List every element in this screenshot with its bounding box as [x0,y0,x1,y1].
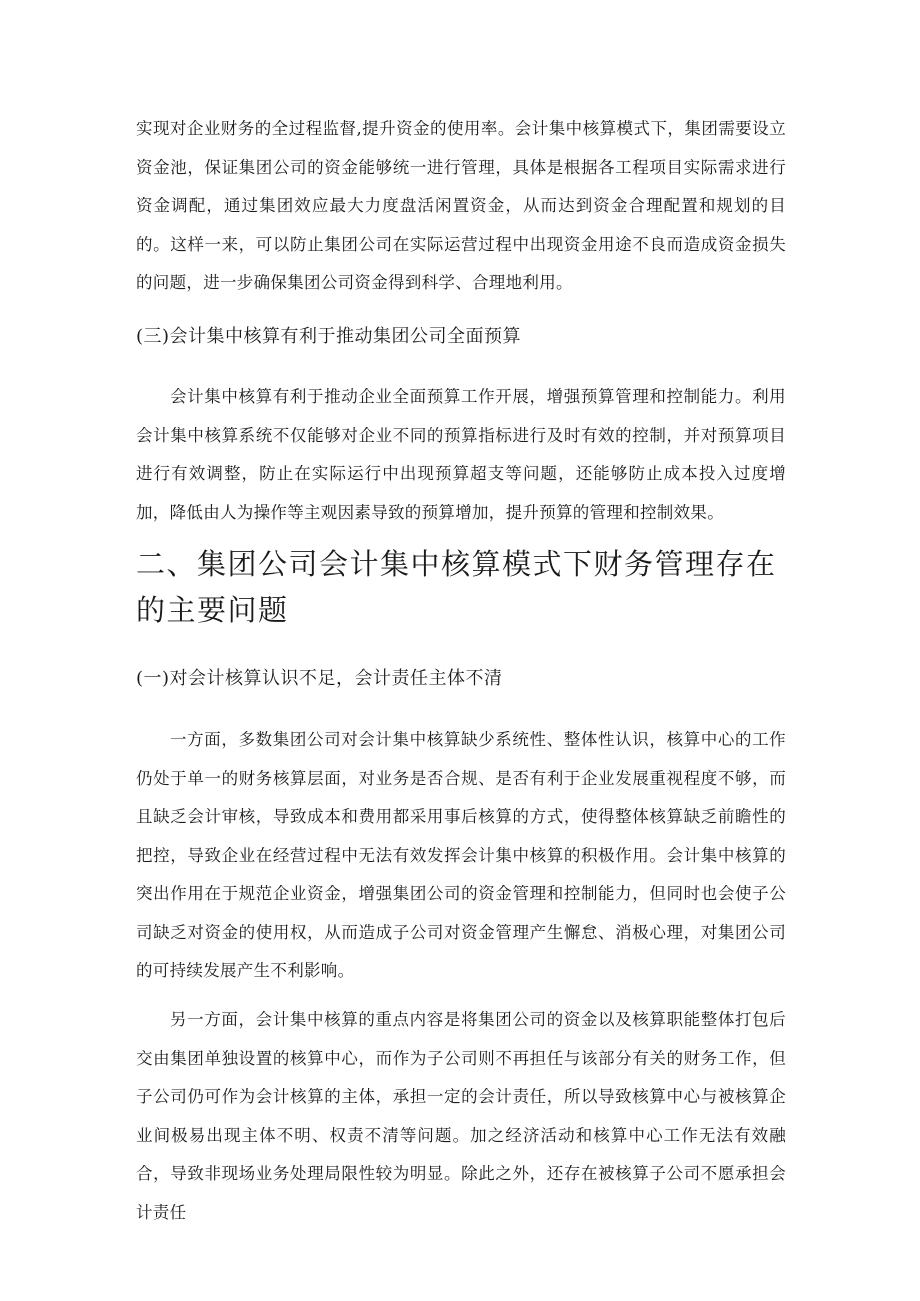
section-heading-3-1: (一)对会计核算认识不足，会计责任主体不清 [136,668,503,689]
chapter-heading-2: 二、集团公司会计集中核算模式下财务管理存在的主要问题 [136,547,777,627]
paragraph-continued: 实现对企业财务的全过程监督,提升资金的使用率。会计集中核算模式下，集团需要设立资金池，保证集团公司的资金能够统一进行管理，具体是根据各工程项目实际需求进行资金调配，通过集团效应最大力度盘活闲置资金，从而达到资金合理配置和规划的目的。这样一来，可以防止集团公司在实际运营过程中出现资金用途不良而造成资金损失的问题，进一步确保集团公司资金得到科学、合理地利用。 [136,119,786,292]
paragraph-other-side: 另一方面，会计集中核算的重点内容是将集团公司的资金以及核算职能整体打包后交由集团单独设置的核算中心，而作为子公司则不再担任与该部分有关的财务工作，但子公司仍可作为会计核算的主体，承担一定的会计责任，所以导致核算中心与被核算企业间极易出现主体不明、权责不清等问题。加之经济活动和核算中心工作无法有效融合，导致非现场业务处理局限性较为明显。除此之外，还存在被核算子公司不愿承担会计责任 [136,1010,786,1222]
paragraph-budget: 会计集中核算有利于推动企业全面预算工作开展，增强预算管理和控制能力。利用会计集中核算系统不仅能够对企业不同的预算指标进行及时有效的控制，并对预算项目进行有效调整，防止在实际运行中出现预算超支等问题，还能够防止成本投入过度增加，降低由人为操作等主观因素导致的预算增加，提升预算的管理和控制效果。 [136,387,786,522]
section-heading-3-3: (三)会计集中核算有利于推动集团公司全面预算 [136,326,522,347]
paragraph-one-side: 一方面，多数集团公司对会计集中核算缺少系统性、整体性认识，核算中心的工作仍处于单一的财务核算层面，对业务是否合规、是否有利于企业发展重视程度不够，而且缺乏会计审核，导致成本和费用都采用事后核算的方式，使得整体核算缺乏前瞻性的把控，导致企业在经营过程中无法有效发挥会计集中核算的积极作用。会计集中核算的突出作用在于规范企业资金，增强集团公司的资金管理和控制能力，但同时也会使子公司缺乏对资金的使用权，从而造成子公司对资金管理产生懈怠、消极心理，对集团公司的可持续发展产生不利影响。 [136,730,786,980]
